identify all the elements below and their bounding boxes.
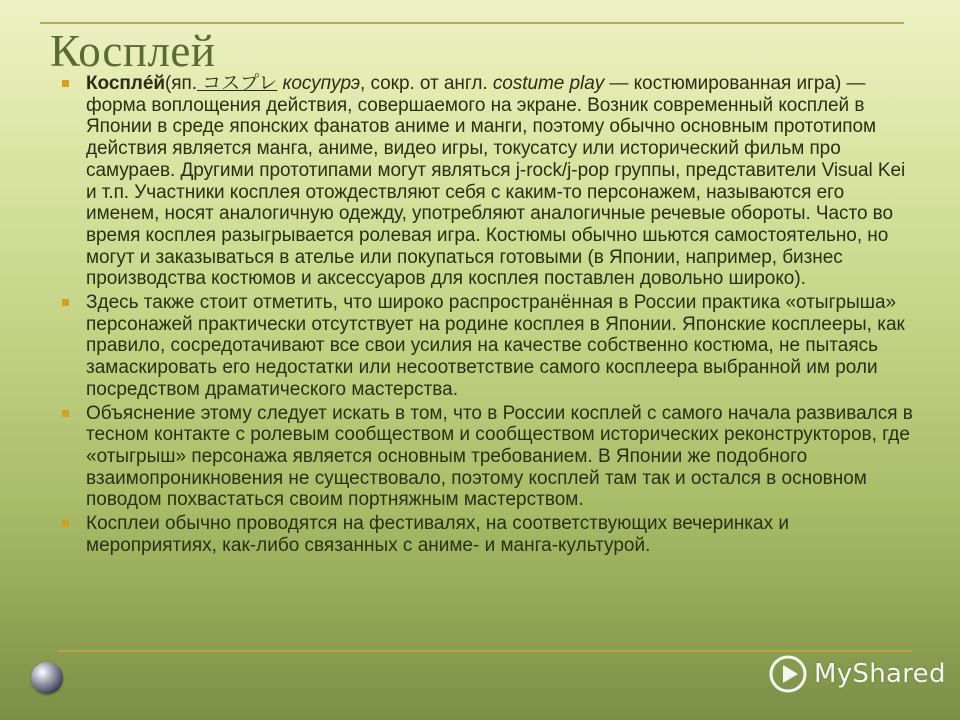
bottom-rule (58, 650, 912, 652)
bullet-text: Объяснение этому следует искать в том, что в России косплей с самого начала развивался в тесном контакте с ролевым сообществом и сообществом исторических реконструкторов, где «отыгрыш» персонажа является основным требованием. В Японии же подобного взаимопроникновения не существовало, поэтому косплей там так и остался в основном поводом похвастаться своим портняжным мастерством. (86, 402, 913, 511)
term: Косплéй (86, 73, 165, 94)
bullet-item-festivals (62, 513, 918, 556)
slide-title: Косплей (50, 26, 216, 76)
romaji: косупурэ (277, 73, 361, 94)
bullet-item-explanation (62, 403, 918, 512)
japanese-term-link[interactable]: コスプレ (196, 73, 278, 94)
bullet-marker-icon (62, 80, 69, 87)
bullet-list (62, 73, 918, 558)
bullet-marker-icon (62, 299, 69, 306)
bullet-marker-icon (62, 410, 69, 417)
bullet-item-russia-practice (62, 292, 918, 401)
paren-open: (яп. (164, 73, 197, 94)
glass-orb-icon (31, 662, 63, 694)
bullet-text (86, 73, 918, 290)
abbrev-text: , сокр. от англ. (360, 73, 493, 94)
watermark-text: MyShared (814, 659, 946, 689)
bullet-item-definition (62, 73, 918, 290)
english-term: costume play (492, 73, 605, 94)
play-circle-icon (768, 654, 808, 694)
bullet-marker-icon (62, 520, 69, 527)
bullet-text: Здесь также стоит отметить, что широко распространённая в России практика «отыгрыша» персонажей практически отсутствует на родине косплея в Японии. Японские косплееры, как правило, сосредотачивают все свои усилия на качестве собственно костюма, не пытаясь замаскировать его недостатки или несоответствие самого косплеера выбранной им роли посредством драматического мастерства. (86, 292, 905, 400)
definition-body: — костюмированная игра) — форма воплощения действия, совершаемого на экране. Возник современный косплей в Японии в среде японских фанатов аниме и манги, поэтому обычно основным прототипом действия является манга, аниме, видео игры, токусатсу или исторический фильм про самураев. Другими прототипами могут являться j-rock/j-pop группы, представители Visual Kei и т.п. Участники косплея отождествляют себя с каким-то персонажем, называются его именем, носят аналогичную одежду, употребляют аналогичные речевые обороты. Часто во время косплея разыгрывается ролевая игра. Костюмы обычно шьются самостоятельно, но могут и заказываться в ателье или покупаться готовыми (в Японии, например, бизнес производства костюмов и аксессуаров для косплея поставлен довольно широко). (86, 73, 906, 290)
bullet-text: Косплеи обычно проводятся на фестивалях, на соответствующих вечеринках и мероприятиях, как-либо связанных с аниме- и манга-культурой. (86, 513, 789, 556)
watermark (768, 654, 946, 694)
